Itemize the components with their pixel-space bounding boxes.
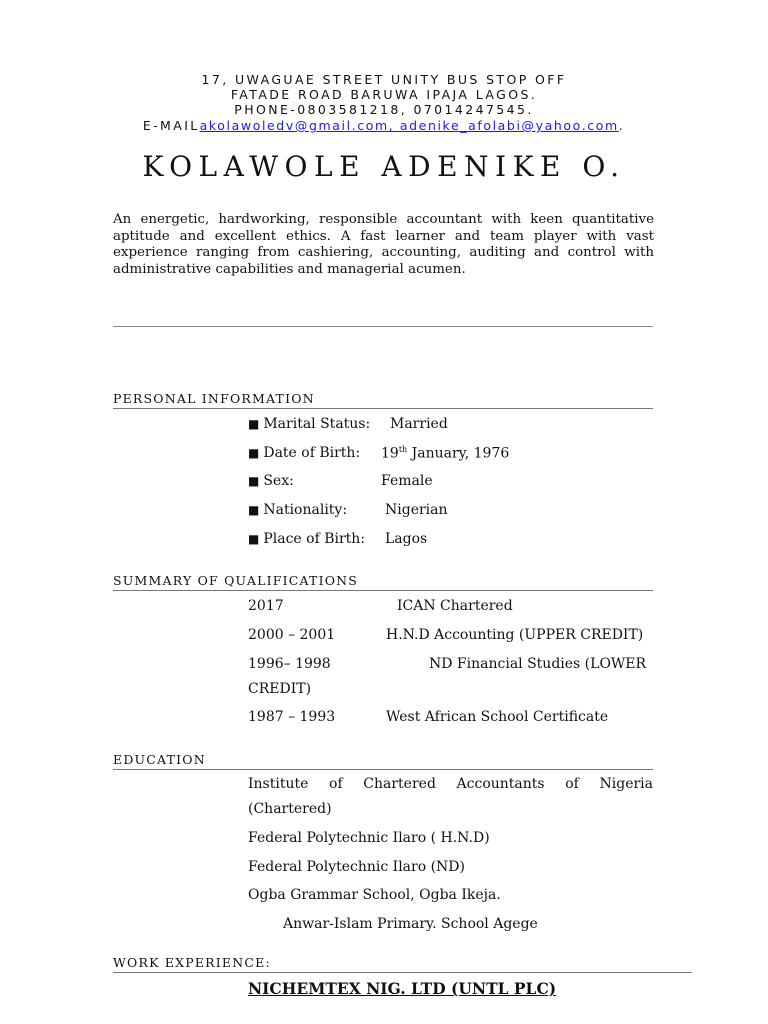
personal-value: Female xyxy=(381,473,433,489)
personal-value: Married xyxy=(390,416,448,432)
company-name: NICHEMTEX NIG. LTD (UNTL PLC) xyxy=(248,979,557,998)
personal-label: Marital Status: xyxy=(263,416,371,432)
section-line xyxy=(113,769,653,770)
email-line xyxy=(0,118,768,134)
education-item: Federal Polytechnic Ilaro (ND) xyxy=(248,859,465,875)
education-item: Anwar-Islam Primary. School Agege xyxy=(283,916,538,932)
qualification-desc: West African School Certificate xyxy=(386,709,609,725)
dob-suffix: th xyxy=(398,445,408,454)
dob-rest: January, 1976 xyxy=(407,445,510,462)
personal-item-nationality xyxy=(248,502,347,518)
bullet-icon: ■ xyxy=(248,417,260,431)
address-line-2: FATADE ROAD BARUWA IPAJA LAGOS. xyxy=(230,87,538,102)
phone-line: PHONE-0803581218, 07014247545. xyxy=(234,102,534,117)
qualification-desc: H.N.D Accounting (UPPER CREDIT) xyxy=(386,627,644,643)
section-line xyxy=(113,408,653,409)
personal-label: Sex: xyxy=(263,473,294,489)
address-line-1: 17, UWAGUAE STREET UNITY BUS STOP OFF xyxy=(201,72,567,87)
personal-label: Date of Birth: xyxy=(263,445,361,461)
qualification-year: 1996– 1998 xyxy=(248,656,331,672)
bullet-icon: ■ xyxy=(248,503,260,517)
personal-label: Nationality: xyxy=(263,502,348,518)
section-title-qualifications: SUMMARY OF QUALIFICATIONS xyxy=(113,573,359,588)
qualification-desc: ND Financial Studies (LOWER xyxy=(429,656,647,672)
dob-day: 19 xyxy=(381,445,399,462)
qualification-desc-cont: CREDIT) xyxy=(248,681,312,697)
qualification-year: 1987 – 1993 xyxy=(248,709,336,725)
email-link[interactable]: akolawoledv@gmail.com, adenike_afolabi@yahoo.com xyxy=(199,118,619,133)
personal-item-sex xyxy=(248,473,294,489)
personal-label: Place of Birth: xyxy=(263,531,366,547)
email-prefix: E-MAIL xyxy=(142,118,200,133)
personal-item-marital xyxy=(248,416,370,432)
qualification-year: 2000 – 2001 xyxy=(248,627,336,643)
education-item: Institute of Chartered Accountants of Nigeria (Chartered) xyxy=(248,776,653,817)
education-item: Federal Polytechnic Ilaro ( H.N.D) xyxy=(248,830,490,846)
personal-value: Nigerian xyxy=(385,502,448,518)
section-title-education: EDUCATION xyxy=(113,752,206,767)
personal-value: Lagos xyxy=(385,531,428,547)
email-suffix: . xyxy=(618,118,626,133)
qualification-year: 2017 xyxy=(248,598,284,614)
personal-item-dob xyxy=(248,445,360,461)
section-line xyxy=(113,972,692,973)
qualification-desc: ICAN Chartered xyxy=(397,598,513,614)
candidate-name: KOLAWOLE ADENIKE O. xyxy=(142,150,626,183)
profile-summary: An energetic, hardworking, responsible accountant with keen quantitative aptitude and excellent ethics. A fast learner and team player with vast experience ranging from cashiering, accounting, auditing and control with administrative capabilities and managerial acumen. xyxy=(113,212,654,277)
divider xyxy=(113,326,653,327)
section-title-work: WORK EXPERIENCE: xyxy=(113,955,271,970)
bullet-icon: ■ xyxy=(248,532,260,546)
personal-item-pob xyxy=(248,531,365,547)
section-title-personal: PERSONAL INFORMATION xyxy=(113,391,315,406)
bullet-icon: ■ xyxy=(248,474,260,488)
education-item: Ogba Grammar School, Ogba Ikeja. xyxy=(248,887,501,903)
personal-value xyxy=(381,445,509,462)
bullet-icon: ■ xyxy=(248,446,260,460)
section-line xyxy=(113,590,653,591)
